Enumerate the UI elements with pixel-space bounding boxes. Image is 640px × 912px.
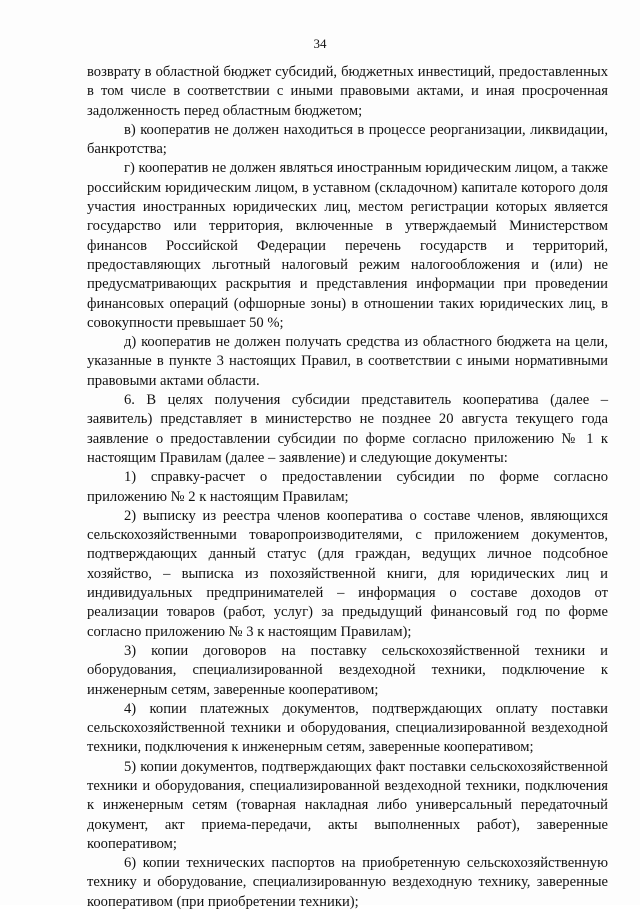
paragraph: 2) выписку из реестра членов кооператива о составе членов, являющихся сельскохозяйственными товаропроизводителями, с приложением документов, подтверждающих данный статус (для граждан, ведущих личное подсобное хозяйство, – выписка из похозяйственной книги, для юридических лиц и индивидуальных предпринимателей – информация о составе доходов от реализации товаров (работ, услуг) за предыдущий финансовый год по форме согласно приложению № 3 к настоящим Правилам); xyxy=(87,507,608,640)
paragraph: г) кооператив не должен являться иностранным юридическим лицом, а также российским юридическим лицом, в уставном (складочном) капитале которого доля участия иностранных юридических лиц, местом регистрации которых является государство или территория, включенные в утверждаемый Министерством финансов Российской Федерации перечень государств и территорий, предоставляющих льготный налоговый режим налогообложения и (или) не предусматривающих раскрытия и представления информации при проведении финансовых операций (офшорные зоны) в отношении таких юридических лиц, в совокупности превышает 50 %; xyxy=(87,160,608,331)
document-body xyxy=(87,63,608,912)
paragraph: 1) справку-расчет о предоставлении субсидии по форме согласно приложению № 2 к настоящим Правилам; xyxy=(87,469,608,505)
paragraph: 6) копии технических паспортов на приобретенную сельскохозяйственную технику и оборудование, специализированную вездеходную технику, заверенные кооперативом (при приобретении техники); xyxy=(87,855,608,910)
paragraph: возврату в областной бюджет субсидий, бюджетных инвестиций, предоставленных в том числе в соответствии с иными правовыми актами, и иная просроченная задолженность перед областным бюджетом; xyxy=(87,64,608,119)
paragraph: д) кооператив не должен получать средства из областного бюджета на цели, указанные в пункте 3 настоящих Правил, в соответствии с иными нормативными правовыми актами области. xyxy=(87,334,608,389)
paragraph: 4) копии платежных документов, подтверждающих оплату поставки сельскохозяйственной техники и оборудования, специализированной вездеходной техники, подключения к инженерным сетям, заверенные кооперативом; xyxy=(87,700,608,756)
paragraph: 6. В целях получения субсидии представитель кооператива (далее – заявитель) представляет в министерство не позднее 20 августа текущего года заявление о предоставлении субсидии по форме согласно приложению № 1 к настоящим Правилам (далее – заявление) и следующие документы: xyxy=(87,392,608,466)
paragraph: 5) копии документов, подтверждающих факт поставки сельскохозяйственной техники и оборудования, специализированной вездеходной техники, подключения к инженерным сетям (товарная накладная либо универсальный передаточный документ, акт приема-передачи, акты выполненных работ), заверенные кооперативом; xyxy=(87,758,608,852)
page-number: 34 xyxy=(313,36,327,51)
paragraph: 3) копии договоров на поставку сельскохозяйственной техники и оборудования, специализированной вездеходной техники, подключение к инженерным сетям, заверенные кооперативом; xyxy=(87,642,608,698)
paragraph: в) кооператив не должен находиться в процессе реорганизации, ликвидации, банкротства; xyxy=(87,121,608,158)
